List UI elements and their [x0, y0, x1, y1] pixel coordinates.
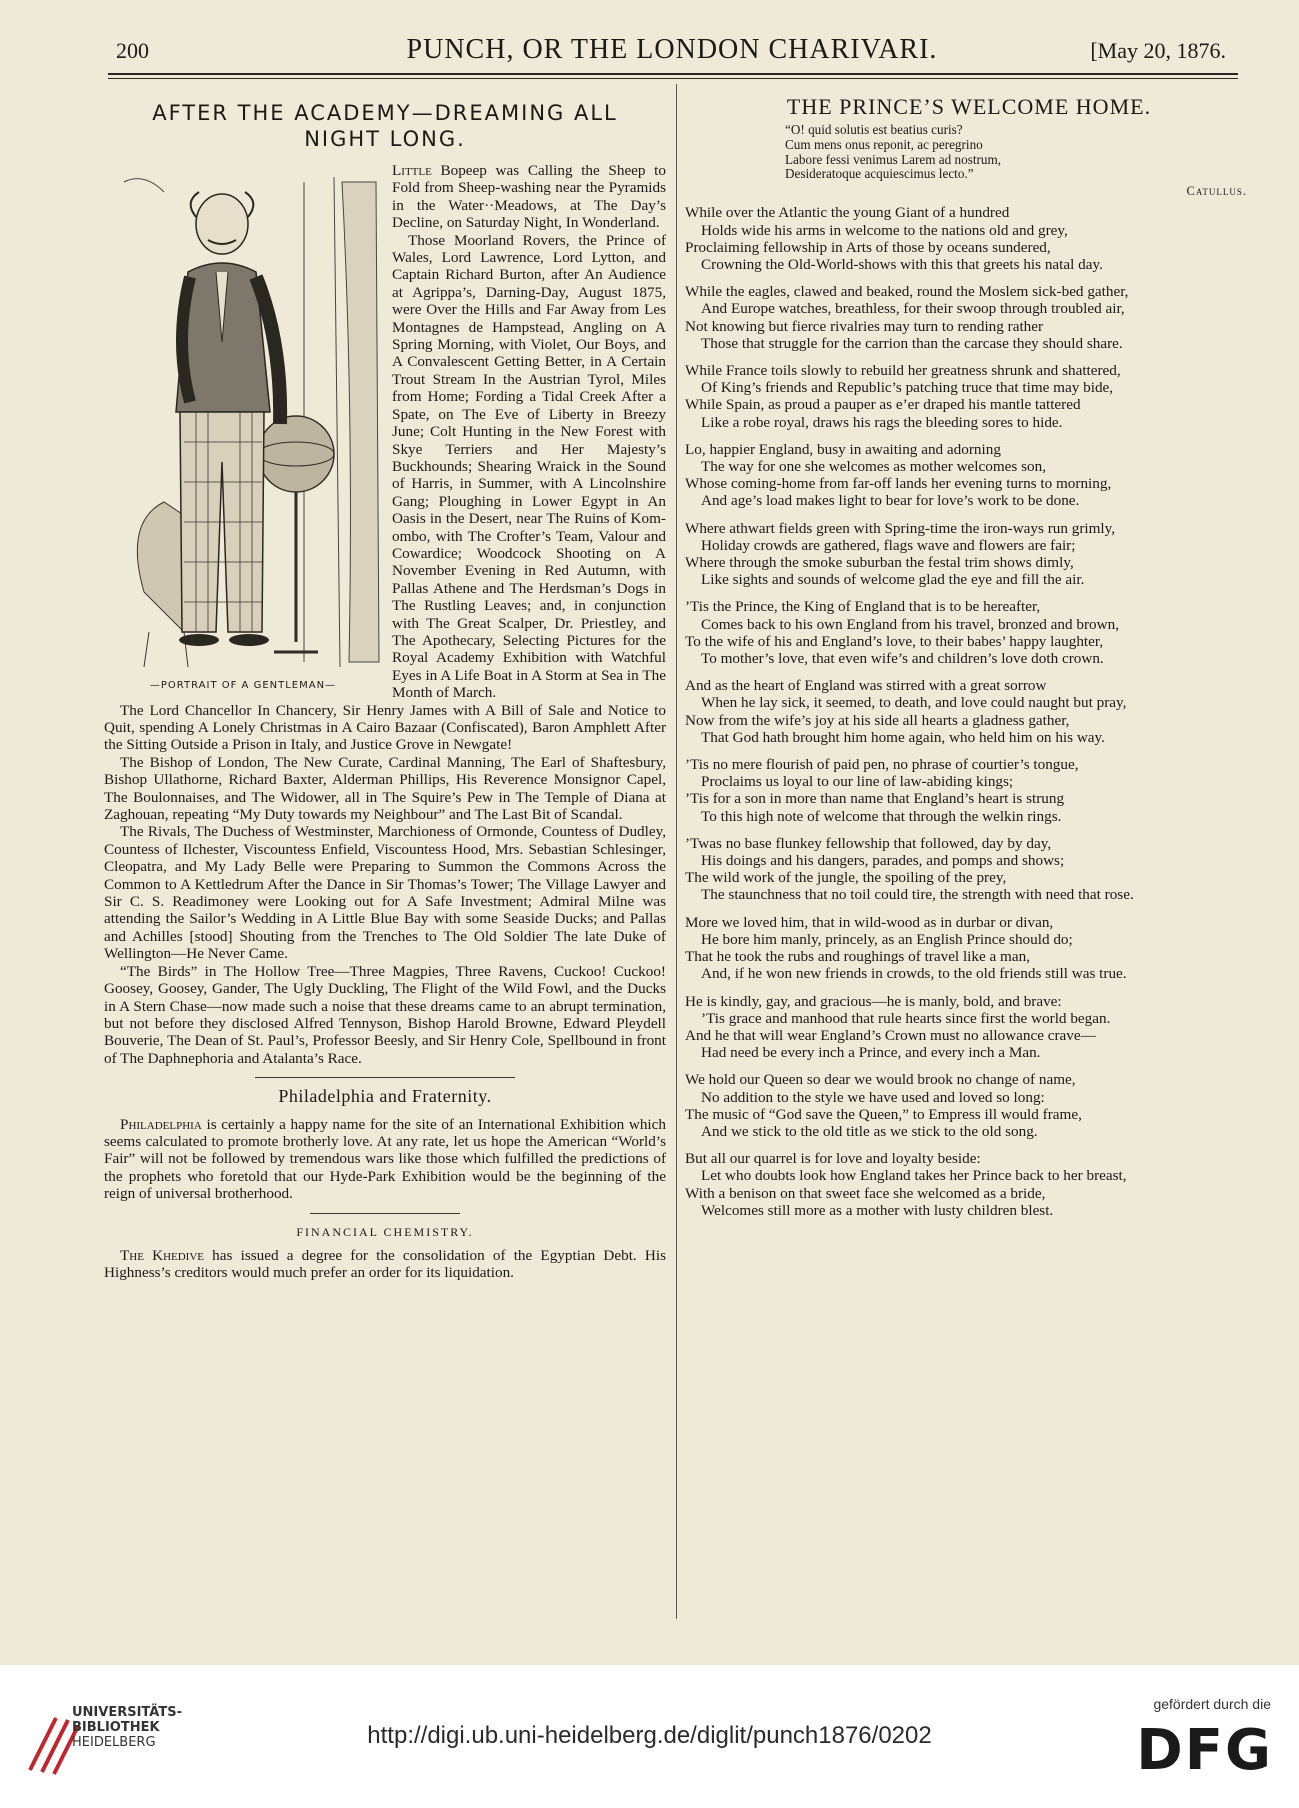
poem-line: While over the Atlantic the young Giant of a hundred	[685, 204, 1010, 222]
poem-line: And age’s load makes light to bear for love’s work to be done.	[701, 492, 1080, 510]
poem-line: ’Tis no mere flourish of paid pen, no phrase of courtier’s tongue,	[685, 756, 1079, 774]
funding-label: gefördert durch die	[1153, 1696, 1271, 1712]
poem-line: ’Tis for a son in more than name that England’s heart is strung	[685, 790, 1065, 808]
poem-line: No addition to the style we have used and loved so long:	[701, 1088, 1045, 1106]
poem-line: The music of “God save the Queen,” to Empress ill would frame,	[685, 1105, 1082, 1123]
poem-line: And as the heart of England was stirred with a great sorrow	[685, 677, 1047, 695]
poem-line: Holiday crowds are gathered, flags wave and flowers are fair;	[701, 536, 1076, 554]
poem-line: Comes back to his own England from his travel, bronzed and brown,	[701, 615, 1119, 633]
poem-line: To the wife of his and England’s love, to their babes’ happy laughter,	[685, 632, 1104, 650]
poem-stanza	[685, 914, 1253, 983]
poem-line: Those that struggle for the carrion than the carcase they should share.	[701, 334, 1123, 352]
poem-line: While France toils slowly to rebuild her greatness shrunk and shattered,	[685, 362, 1121, 379]
poem-line: While the eagles, clawed and beaked, round the Moslem sick-bed gather,	[685, 283, 1129, 301]
poem-line: Now from the wife’s joy at his side all hearts a gladness gather,	[685, 711, 1070, 729]
poem-line: Had need be every inch a Prince, and every inch a Man.	[701, 1044, 1041, 1062]
poem-stanza	[685, 1071, 1253, 1140]
poem-stanza	[685, 283, 1253, 352]
poem-line: Proclaiming fellowship in Arts of those by oceans sundered,	[685, 238, 1051, 256]
poem-line: To this high note of welcome that through the welkin rings.	[701, 807, 1062, 825]
section-rule	[255, 1077, 515, 1078]
poem-line: Where through the smoke suburban the festal trim shows dimly,	[685, 554, 1074, 572]
poem-line: He is kindly, gay, and gracious—he is manly, bold, and brave:	[685, 992, 1062, 1010]
poem-line: That God hath brought him home again, who held him on his way.	[701, 728, 1105, 746]
poem-line: Where athwart fields green with Spring-time the iron-ways run grimly,	[685, 519, 1116, 537]
portrait-caption: —PORTRAIT OF A GENTLEMAN—	[149, 679, 337, 691]
section-rule	[310, 1213, 460, 1214]
epigraph: “O! quid solutis est beatius curis? Cum mens onus reponit, ac peregrino Labore fessi venimus Larem ad nostrum, Desideratoque acquiescimus lecto.” Catullus.	[785, 122, 1247, 198]
poem-stanza	[685, 1150, 1253, 1219]
poem-stanza	[685, 441, 1253, 510]
right-column	[685, 94, 1253, 1229]
poem-stanza	[685, 993, 1253, 1062]
poem-line: But all our quarrel is for love and loyalty beside:	[685, 1150, 981, 1168]
article-paragraph: The Bishop of London, The New Curate, Cardinal Manning, The Earl of Shaftesbury, Bishop Ullathorne, Richard Baxter, Alderman Phillips, His Reverence Monsignor Capel, The Boulonnaises, and The Widower, all in The Squire’s Pew in The Temple of Diana at Zaghouan, repeating “My Duty towards my Neighbour” and The Last Bit of Scandal.	[104, 753, 666, 824]
poem-line: His doings and his dangers, parades, and pomps and shows;	[701, 852, 1065, 870]
poem-line: When he lay sick, it seemed, to death, and love could naught but pray,	[701, 694, 1127, 712]
source-url[interactable]: http://digi.ub.uni-heidelberg.de/diglit/punch1876/0202	[367, 1722, 932, 1749]
portrait-illustration	[104, 162, 384, 698]
poem-line: Proclaims us loyal to our line of law-abiding kings;	[701, 773, 1014, 791]
section-title: Philadelphia and Fraternity.	[278, 1086, 492, 1107]
poem-line: Whose coming-home from far-off lands her evening turns to morning,	[685, 475, 1112, 493]
gentleman-engraving	[104, 162, 384, 674]
article-title: AFTER THE ACADEMY—DREAMING ALL NIGHT LONG.	[152, 101, 618, 151]
poem-line: And he that will wear England’s Crown must no allowance crave—	[685, 1026, 1096, 1044]
poem-line: ’Tis the Prince, the King of England that is to be hereafter,	[685, 598, 1041, 616]
poem-line: Let who doubts look how England takes her Prince back to her breast,	[701, 1167, 1127, 1185]
page-header	[112, 32, 1232, 72]
article-paragraph: The Rivals, The Duchess of Westminster, Marchioness of Ormonde, Countess of Dudley, Countess of Ilchester, Viscountess Enfield, Viscountess Hood, Mrs. Sebastian Schlesinger, Cleopatra, and My Lady Belle were Preparing to Summon the Commons Across the Common to A Kettledrum After the Dance in Sir Thomas’s Tower; The Village Lawyer and Sir C. S. Readimoney were Looking out for A Safe Investment; Admiral Milne was attending the Sailor’s Wedding in A Little Blue Bay with some Seaside Ducks; and Pallas and Achilles [stood] Shouting from the Trenches to The Old Soldier The late Duke of Wellington—He Never Came.	[104, 823, 666, 963]
poem-line: And we stick to the old title as we stick to the old song.	[701, 1122, 1038, 1140]
poem-line: More we loved him, that in wild-wood as in durbar or divan,	[685, 913, 1054, 931]
article-paragraph: The Lord Chancellor In Chancery, Sir Henry James with A Bill of Sale and Notice to Quit, spending A Lonely Christmas in A Cairo Bazaar (Confiscated), Baron Amphlett After the Sitting Outside a Prison in Italy, and Justice Grove in Newgate!	[104, 701, 666, 754]
article-paragraph: Philadelphia is certainly a happy name for the site of an International Exhibition which seems calculated to promote brotherly love. At any rate, let us hope the American “World’s Fair” will not be followed by tremendous wars like those which fulfilled the predictions of the prophets who foretold that our Hyde-Park Exhibition would be the beginning of the reign of universal brotherhood.	[104, 1115, 666, 1203]
poem-line: The staunchness that no toil could tire, the strength with need that rose.	[701, 886, 1134, 904]
header-rule-thin	[108, 78, 1238, 79]
poem-line: Welcomes still more as a mother with lusty children blest.	[701, 1201, 1054, 1219]
article-paragraph: “The Birds” in The Hollow Tree—Three Magpies, Three Ravens, Cuckoo! Cuckoo! Goosey, Goosey, Gander, The Ugly Duckling, The Flight of the Wild Fowl, and the Ducks in A Stern Chase—now made such a noise that these dreams came to an abrupt termination, but not before they disclosed Alfred Tennyson, Bishop Harold Browne, Edward Pleydell Bouverie, The Dean of St. Paul’s, Professor Beesly, and Sir Henry Cole, Spellbound in front of The Daphnephoria and Atalanta’s Race.	[104, 962, 666, 1067]
column-divider	[676, 84, 677, 1619]
poem-line: We hold our Queen so dear we would brook no change of name,	[685, 1071, 1076, 1089]
poem-stanza	[685, 520, 1253, 589]
page-number: 200	[116, 38, 149, 63]
poem-stanza	[685, 677, 1253, 746]
poem-line: And, if he won new friends in crowds, to the old friends still was true.	[701, 965, 1127, 983]
poem-line: While Spain, as proud a pauper as e’er draped his mantle tattered	[685, 396, 1081, 414]
epigraph-author: Catullus.	[1186, 183, 1247, 198]
poem-line: He bore him manly, princely, as an English Prince should do;	[701, 930, 1073, 948]
poem-line: The way for one she welcomes as mother welcomes son,	[701, 458, 1046, 476]
poem-stanza	[685, 362, 1253, 431]
poem-stanza	[685, 835, 1253, 904]
institution-name: UNIVERSITÄTS- BIBLIOTHEK HEIDELBERG	[72, 1705, 182, 1750]
poem-line: Lo, happier England, busy in awaiting and adorning	[685, 440, 1001, 458]
dfg-logo: DFG	[1136, 1718, 1273, 1783]
poem-line: Like sights and sounds of welcome glad the eye and fill the air.	[701, 571, 1085, 589]
poem-line: The wild work of the jungle, the spoiling of the prey,	[685, 869, 1007, 887]
article-paragraph: Those Moorland Rovers, the Prince of Wales, Lord Lawrence, Lord Lytton, and Captain Richard Burton, after An Audience at Agrippa’s, Darning-Day, August 1875, were Over the Hills and Far Away from Les Montagnes de Hampstead, Angling on A Spring Morning, with Violet, Our Boys, and A Convalescent Getting Better, in A Certain Trout Stream In the Austrian Tyrol, Miles from Home; Fording a Tidal Creek After a Spate, on The Eve of Liberty in Breezy June; Colt Hunting in the New Forest with Skye Terriers and Her Majesty’s Buckhounds; Shearing Wraick in the Sound of Harris, in Summer, with A Lincolnshire Gang; Ploughing in Lower Egypt in An Oasis in the Desert, near The Ruins of Kom-ombo, with The Crofter’s Team, Valour and Cowardice; Woodcock Shooting on A November Evening in Red Autumn, with Pallas Athene and The Herdsman’s Dogs in The Rustling Leaves; and, in conjunction with The Great Scalper, Dr. Priestley, and The Apothecary, Selecting Pictures for the Royal Academy Exhibition with Watchful Eyes in A Life Boat in A Storm at Sea in The Month of March.	[392, 231, 666, 702]
section-title: FINANCIAL CHEMISTRY.	[296, 1224, 474, 1239]
header-rule	[108, 73, 1238, 75]
article-paragraph: The Khedive has issued a degree for the consolidation of the Egyptian Debt. His Highness’s creditors would much prefer an order for its liquidation.	[104, 1246, 666, 1282]
poem-line: And Europe watches, breathless, for their swoop through troubled air,	[701, 300, 1125, 318]
poem-stanza	[685, 598, 1253, 667]
running-title: PUNCH, OR THE LONDON CHARIVARI.	[406, 34, 938, 65]
poem-line: Not knowing but fierce rivalries may turn to rending rather	[685, 317, 1044, 335]
poem-line: That he took the rubs and roughings of travel like a man,	[685, 948, 1031, 966]
poem-title: THE PRINCE’S WELCOME HOME.	[786, 94, 1152, 119]
poem-line: Of King’s friends and Republic’s patching truce that time may bide,	[701, 379, 1114, 397]
poem-body	[685, 204, 1253, 1219]
poem-line: ’Twas no base flunkey fellowship that followed, day by day,	[685, 834, 1052, 852]
article-paragraph: Little Bopeep was Calling the Sheep to Fold from Sheep-washing near the Pyramids in the Water··Meadows, at The Day’s Decline, on Saturday Night, In Wonderland.	[392, 162, 666, 232]
poem-line: Crowning the Old-World-shows with this that greets his natal day.	[701, 255, 1103, 273]
poem-stanza	[685, 204, 1253, 273]
poem-line: ’Tis grace and manhood that rule hearts since first the world began.	[701, 1009, 1111, 1027]
left-column	[104, 100, 666, 1282]
poem-line: Like a robe royal, draws his rags the bleeding sores to hide.	[701, 413, 1063, 431]
poem-line: To mother’s love, that even wife’s and children’s love doth crown.	[701, 650, 1104, 668]
issue-date: [May 20, 1876.	[1090, 38, 1226, 63]
poem-line: With a benison on that sweet face she welcomed as a bride,	[685, 1184, 1046, 1202]
poem-line: Holds wide his arms in welcome to the nations old and grey,	[701, 221, 1068, 239]
poem-stanza	[685, 756, 1253, 825]
